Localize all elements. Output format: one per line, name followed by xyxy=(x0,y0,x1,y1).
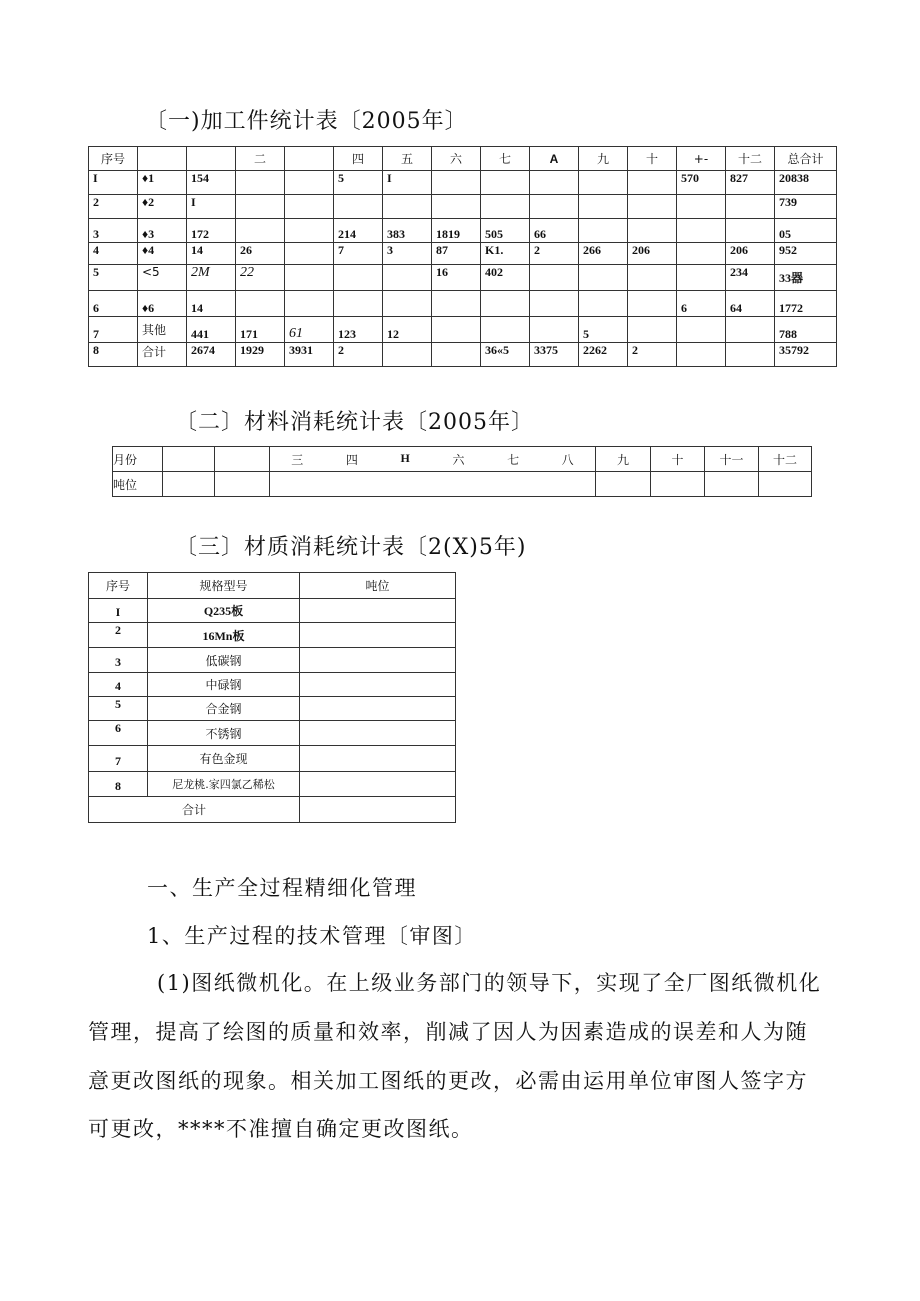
table-cell xyxy=(579,219,628,243)
table-cell: 5 xyxy=(89,265,138,291)
table-cell: 05 xyxy=(775,219,837,243)
table-cell: 505 xyxy=(481,219,530,243)
header-cell xyxy=(163,447,215,472)
table-cell: 2 xyxy=(530,243,579,265)
table-row xyxy=(89,673,456,697)
table-cell: 739 xyxy=(775,195,837,219)
table-cell: 8 xyxy=(89,772,148,797)
header-cell: 四 xyxy=(345,452,358,467)
table-cell xyxy=(270,472,596,497)
table-cell xyxy=(432,195,481,219)
table-cell xyxy=(300,797,456,823)
table-cell: I xyxy=(383,171,432,195)
table-cell xyxy=(300,772,456,797)
header-cell-group xyxy=(270,447,596,472)
table-cell: 6 xyxy=(89,291,138,317)
table-cell xyxy=(285,291,334,317)
table-cell: 合金钢 xyxy=(148,697,300,721)
header-cell: 六 xyxy=(432,147,481,171)
table-cell xyxy=(481,171,530,195)
table-cell: 2 xyxy=(89,623,148,648)
table-header-row xyxy=(113,447,812,472)
table-cell: I xyxy=(187,195,236,219)
table-cell xyxy=(383,265,432,291)
table-header-row xyxy=(89,573,456,599)
table-cell xyxy=(285,243,334,265)
table-cell xyxy=(383,195,432,219)
table-cell: 2 xyxy=(628,343,677,367)
table-cell xyxy=(726,343,775,367)
row-label: 吨位 xyxy=(113,472,163,497)
paragraph-line: 可更改，****不准擅自确定更改图纸。 xyxy=(88,1117,474,1141)
table-cell: 383 xyxy=(383,219,432,243)
table-cell: 6 xyxy=(677,291,726,317)
table-cell: 12 xyxy=(383,317,432,343)
header-cell: A xyxy=(530,147,579,171)
table-cell xyxy=(163,472,215,497)
table-cell xyxy=(334,265,383,291)
table-cell xyxy=(432,171,481,195)
table-cell: 7 xyxy=(334,243,383,265)
table-cell xyxy=(726,195,775,219)
table-cell: ♦6 xyxy=(138,291,187,317)
table-cell: 87 xyxy=(432,243,481,265)
table-cell xyxy=(300,697,456,721)
header-cell: 吨位 xyxy=(300,573,456,599)
table-cell xyxy=(530,317,579,343)
header-cell: 二 xyxy=(236,147,285,171)
table-cell: 3 xyxy=(383,243,432,265)
table-header-row xyxy=(89,147,837,171)
table-cell xyxy=(334,195,383,219)
table-cell: 1929 xyxy=(236,343,285,367)
table-cell: 172 xyxy=(187,219,236,243)
header-cell xyxy=(285,147,334,171)
table-cell xyxy=(300,721,456,746)
table-cell: 214 xyxy=(334,219,383,243)
table-cell xyxy=(432,291,481,317)
header-cell xyxy=(215,447,270,472)
paragraph-line: 意更改图纸的现象。相关加工图纸的更改，必需由运用单位审图人签字方 xyxy=(88,1069,808,1093)
table-row xyxy=(89,171,837,195)
table-row xyxy=(89,697,456,721)
table-cell: 64 xyxy=(726,291,775,317)
table-cell xyxy=(481,317,530,343)
header-cell: 十一 xyxy=(705,447,759,472)
table-cell: 3931 xyxy=(285,343,334,367)
header-cell: 八 xyxy=(561,452,574,467)
table-cell: 2262 xyxy=(579,343,628,367)
table-cell: 266 xyxy=(579,243,628,265)
table-cell: 952 xyxy=(775,243,837,265)
table-cell xyxy=(579,171,628,195)
table-cell xyxy=(236,195,285,219)
header-cell: 四 xyxy=(334,147,383,171)
header-cell: 十二 xyxy=(759,447,812,472)
table-cell xyxy=(726,317,775,343)
table-cell: 402 xyxy=(481,265,530,291)
table-row xyxy=(89,623,456,648)
table-cell: 14 xyxy=(187,291,236,317)
table-cell: 36«5 xyxy=(481,343,530,367)
table-cell xyxy=(759,472,812,497)
table-cell xyxy=(300,599,456,623)
table-cell: 7 xyxy=(89,317,138,343)
material-type-table xyxy=(88,572,456,823)
header-cell: 七 xyxy=(481,147,530,171)
table-row xyxy=(89,599,456,623)
table-cell xyxy=(596,472,651,497)
table-cell xyxy=(705,472,759,497)
section-heading: 一、生产全过程精细化管理 xyxy=(147,876,417,900)
table-cell: 3 xyxy=(89,219,138,243)
processing-stats-table xyxy=(88,146,837,367)
table-cell xyxy=(677,219,726,243)
table-cell: 234 xyxy=(726,265,775,291)
table-cell xyxy=(481,291,530,317)
table-cell: 合计 xyxy=(138,343,187,367)
table-cell xyxy=(334,291,383,317)
table-cell xyxy=(628,317,677,343)
table-row xyxy=(113,472,812,497)
material-consumption-table xyxy=(112,446,812,497)
table-row xyxy=(89,265,837,291)
table-cell xyxy=(628,291,677,317)
table1-title: 〔一)加工件统计表〔2005年〕 xyxy=(145,109,468,134)
table-cell xyxy=(285,195,334,219)
table-cell xyxy=(530,171,579,195)
table-cell xyxy=(677,243,726,265)
table-cell: 33器 xyxy=(775,265,837,291)
table-cell xyxy=(236,291,285,317)
table-cell: 206 xyxy=(726,243,775,265)
header-cell: 十二 xyxy=(726,147,775,171)
table-cell xyxy=(651,472,705,497)
header-cell xyxy=(187,147,236,171)
table-cell xyxy=(432,317,481,343)
header-cell: 九 xyxy=(596,447,651,472)
table-cell: 1819 xyxy=(432,219,481,243)
header-cell: 七 xyxy=(507,452,520,467)
table-cell xyxy=(677,195,726,219)
table-cell xyxy=(579,291,628,317)
header-cell: H xyxy=(400,450,410,465)
table-cell xyxy=(383,343,432,367)
table-cell xyxy=(236,219,285,243)
table-row xyxy=(89,648,456,673)
table-cell: 其他 xyxy=(138,317,187,343)
table-cell: 35792 xyxy=(775,343,837,367)
subsection-heading: 1、生产过程的技术管理〔审图〕 xyxy=(147,924,477,948)
table-cell: 5 xyxy=(89,697,148,721)
table-cell: 2M xyxy=(187,265,236,291)
table-cell xyxy=(215,472,270,497)
table-cell: 20838 xyxy=(775,171,837,195)
header-cell: 十 xyxy=(651,447,705,472)
header-cell: +- xyxy=(677,147,726,171)
table-cell xyxy=(285,171,334,195)
table-cell xyxy=(677,265,726,291)
table-cell: 26 xyxy=(236,243,285,265)
header-cell: 十 xyxy=(628,147,677,171)
table-cell: 4 xyxy=(89,673,148,697)
table-cell: 22 xyxy=(236,265,285,291)
table-cell: 有色金现 xyxy=(148,746,300,772)
table-cell: 16 xyxy=(432,265,481,291)
table-cell: 2 xyxy=(334,343,383,367)
table-cell: 171 xyxy=(236,317,285,343)
table-cell: 2 xyxy=(89,195,138,219)
table-cell: 低碳钢 xyxy=(148,648,300,673)
table-cell: 14 xyxy=(187,243,236,265)
table-cell: 827 xyxy=(726,171,775,195)
table-cell: ♦1 xyxy=(138,171,187,195)
table-cell xyxy=(481,195,530,219)
table-cell: 不锈钢 xyxy=(148,721,300,746)
table-cell xyxy=(285,219,334,243)
table-cell: I xyxy=(89,171,138,195)
table-cell xyxy=(579,265,628,291)
header-cell: 序号 xyxy=(89,147,138,171)
header-cell: 序号 xyxy=(89,573,148,599)
table-cell: 154 xyxy=(187,171,236,195)
table-cell: 尼龙桃.家四氯乙稀松 xyxy=(148,772,300,797)
table-row xyxy=(89,746,456,772)
table-cell: 6 xyxy=(89,721,148,746)
header-cell: 规格型号 xyxy=(148,573,300,599)
table-cell: 16Mn板 xyxy=(148,623,300,648)
table-cell: 1772 xyxy=(775,291,837,317)
table-cell: 61 xyxy=(285,317,334,343)
table-cell: 5 xyxy=(334,171,383,195)
table-row xyxy=(89,219,837,243)
table-cell xyxy=(300,746,456,772)
table-total-row xyxy=(89,797,456,823)
header-cell: 六 xyxy=(452,452,465,467)
table-cell: 66 xyxy=(530,219,579,243)
table-cell: Q235板 xyxy=(148,599,300,623)
table-cell xyxy=(579,195,628,219)
table-cell xyxy=(628,265,677,291)
table-cell xyxy=(300,648,456,673)
table-cell xyxy=(300,623,456,648)
table-cell xyxy=(530,195,579,219)
table-row xyxy=(89,243,837,265)
table-cell: I xyxy=(89,599,148,623)
table-cell: 206 xyxy=(628,243,677,265)
table-cell: 3375 xyxy=(530,343,579,367)
table-cell xyxy=(432,343,481,367)
table-row xyxy=(89,291,837,317)
table-cell xyxy=(726,219,775,243)
paragraph-line: 管理，提高了绘图的质量和效率，削减了因人为因素造成的误差和人为随 xyxy=(88,1020,808,1044)
table-cell xyxy=(236,171,285,195)
table-cell: ♦4 xyxy=(138,243,187,265)
table-cell xyxy=(530,265,579,291)
table-cell: 8 xyxy=(89,343,138,367)
table-cell: 4 xyxy=(89,243,138,265)
table-cell: ♦2 xyxy=(138,195,187,219)
table-cell xyxy=(383,291,432,317)
table-cell xyxy=(677,317,726,343)
table-cell xyxy=(285,265,334,291)
table-cell: 7 xyxy=(89,746,148,772)
table-cell: 5 xyxy=(579,317,628,343)
header-cell: 总合计 xyxy=(775,147,837,171)
table-cell: 123 xyxy=(334,317,383,343)
table-cell xyxy=(300,673,456,697)
table-cell: ♦3 xyxy=(138,219,187,243)
header-cell: 三 xyxy=(291,452,304,467)
table-cell: 3 xyxy=(89,648,148,673)
header-cell: 月份 xyxy=(113,447,163,472)
table-cell: 788 xyxy=(775,317,837,343)
table-row xyxy=(89,772,456,797)
header-cell xyxy=(138,147,187,171)
table-row xyxy=(89,343,837,367)
header-cell: 九 xyxy=(579,147,628,171)
table-cell xyxy=(677,343,726,367)
total-label: 合计 xyxy=(89,797,300,823)
table-cell xyxy=(530,291,579,317)
table-row xyxy=(89,195,837,219)
table-cell: <5 xyxy=(138,265,187,291)
header-cell: 五 xyxy=(383,147,432,171)
table-cell xyxy=(628,195,677,219)
table-cell: 2674 xyxy=(187,343,236,367)
table-cell: 570 xyxy=(677,171,726,195)
table-cell xyxy=(628,219,677,243)
table3-title: 〔三〕材质消耗统计表〔2(X)5年) xyxy=(175,535,527,560)
table-cell: 中碌钢 xyxy=(148,673,300,697)
table-cell: K1. xyxy=(481,243,530,265)
table-cell: 441 xyxy=(187,317,236,343)
table-row xyxy=(89,317,837,343)
table2-title: 〔二〕材料消耗统计表〔2005年〕 xyxy=(175,410,534,435)
paragraph-line: (1)图纸微机化。在上级业务部门的领导下，实现了全厂图纸微机化 xyxy=(157,971,822,995)
table-row xyxy=(89,721,456,746)
table-cell xyxy=(628,171,677,195)
